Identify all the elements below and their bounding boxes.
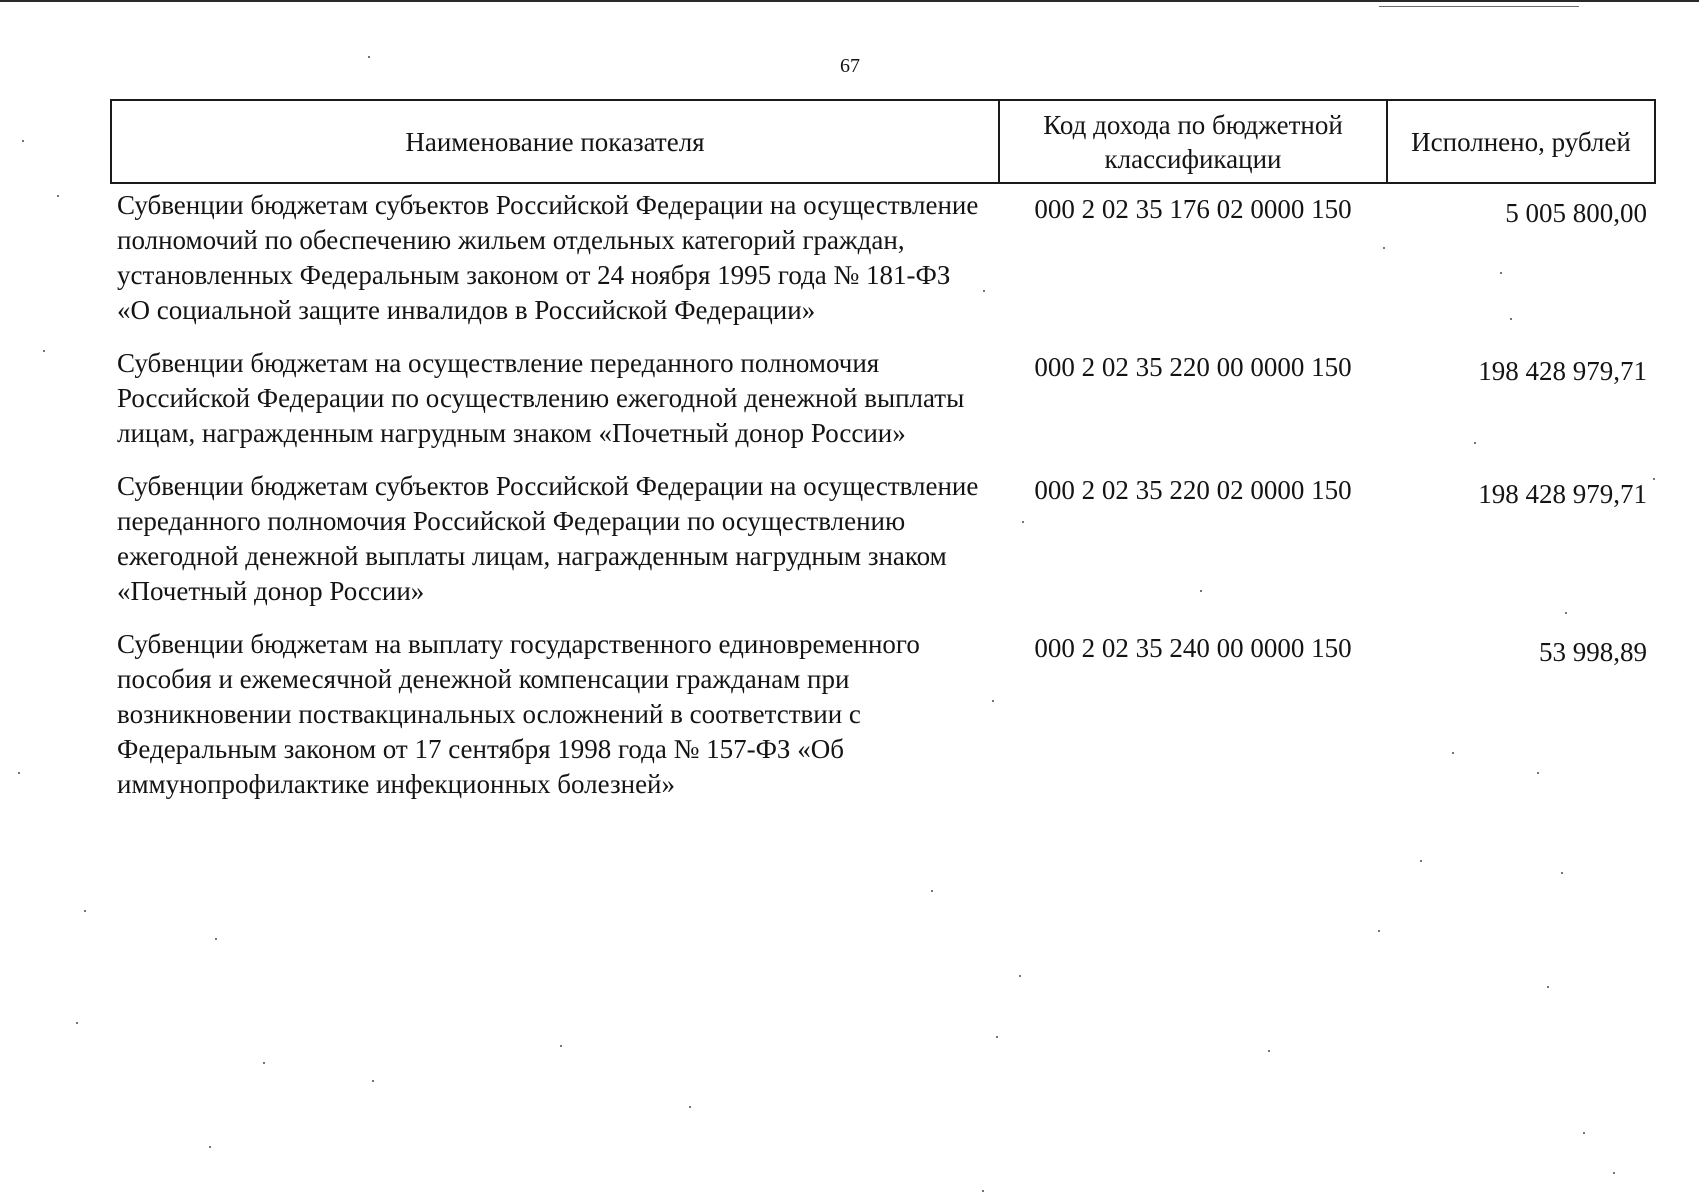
scan-speck: [1510, 318, 1512, 320]
scan-speck: [1653, 478, 1655, 480]
scan-speck: [1200, 590, 1202, 592]
scan-speck: [560, 1045, 562, 1047]
row-executed-amount: 198 428 979,71: [1478, 356, 1647, 386]
scan-speck: [1474, 442, 1476, 444]
scan-speck: [983, 290, 985, 292]
scan-speck: [1537, 772, 1539, 774]
table-row: [111, 465, 1655, 623]
table-row: [111, 623, 1655, 816]
row-income-code: 000 2 02 35 176 02 0000 150: [1034, 194, 1352, 224]
page-number: 67: [840, 55, 860, 77]
scan-speck: [18, 772, 20, 774]
scan-speck: [1547, 986, 1549, 988]
scan-speck: [1268, 1050, 1270, 1052]
scan-speck: [689, 1106, 691, 1108]
header-executed-amount: Исполнено, рублей: [1387, 100, 1655, 183]
scan-speck: [57, 195, 59, 197]
row-indicator-name: Субвенции бюджетам на осуществление переданного полномочия Российской Федерации по осуществлению ежегодной денежной выплаты лицам, награжденным нагрудным знаком «Почетный донор России»: [117, 348, 965, 448]
table-row: [111, 183, 1655, 342]
scan-speck: [1565, 612, 1567, 614]
scan-speck: [1378, 930, 1380, 932]
table-body: [111, 183, 1655, 816]
scan-speck: [931, 890, 933, 892]
scan-top-edge-mark: [1379, 6, 1579, 7]
row-indicator-name: Субвенции бюджетам субъектов Российской Федерации на осуществление полномочий по обеспечению жильем отдельных категорий граждан, установленных Федеральным законом от 24 ноября 1995 года № 181-ФЗ «О социальной защите инвалидов в Российской Федерации»: [117, 190, 979, 325]
header-income-code: Код дохода по бюджетной классификации: [999, 100, 1387, 183]
table-row: [111, 342, 1655, 465]
row-executed-amount: 5 005 800,00: [1505, 198, 1647, 228]
row-executed-amount: 198 428 979,71: [1478, 479, 1647, 509]
scan-speck: [1583, 1132, 1585, 1134]
row-income-code: 000 2 02 35 220 02 0000 150: [1034, 475, 1352, 505]
scan-speck: [1561, 872, 1563, 874]
table-header: [111, 100, 1655, 183]
scan-speck: [1420, 860, 1422, 862]
row-income-code: 000 2 02 35 220 00 0000 150: [1034, 352, 1352, 382]
scan-speck: [1500, 272, 1502, 274]
scan-speck: [263, 1062, 265, 1064]
scan-speck: [209, 1146, 211, 1148]
scan-speck: [996, 1036, 998, 1038]
scan-speck: [76, 1022, 78, 1024]
scan-speck: [22, 140, 24, 142]
scan-speck: [43, 350, 45, 352]
scan-speck: [982, 1190, 984, 1192]
scan-speck: [1452, 752, 1454, 754]
scan-speck: [1383, 247, 1385, 249]
scan-speck: [84, 910, 86, 912]
scan-speck: [368, 56, 370, 58]
scan-top-edge: [0, 0, 1699, 2]
row-indicator-name: Субвенции бюджетам субъектов Российской Федерации на осуществление переданного полномочия Российской Федерации по осуществлению ежегодной денежной выплаты лицам, награжденным нагрудным знаком «Почетный донор России»: [117, 471, 979, 606]
row-executed-amount: 53 998,89: [1539, 637, 1647, 667]
row-income-code: 000 2 02 35 240 00 0000 150: [1034, 633, 1352, 663]
scan-speck: [215, 938, 217, 940]
scan-speck: [1613, 1172, 1615, 1174]
header-indicator-name: Наименование показателя: [111, 100, 999, 183]
scan-speck: [1022, 521, 1024, 523]
header-row: [111, 100, 1655, 183]
income-table: [110, 99, 1656, 816]
scan-speck: [992, 700, 994, 702]
row-indicator-name: Субвенции бюджетам на выплату государственного единовременного пособия и ежемесячной денежной компенсации гражданам при возникновении поствакцинальных осложнений в соответствии с Федеральным законом от 17 сентября 1998 года № 157-ФЗ «Об иммунопрофилактике инфекционных болезней»: [117, 629, 920, 799]
scan-speck: [1019, 975, 1021, 977]
scan-speck: [372, 1080, 374, 1082]
